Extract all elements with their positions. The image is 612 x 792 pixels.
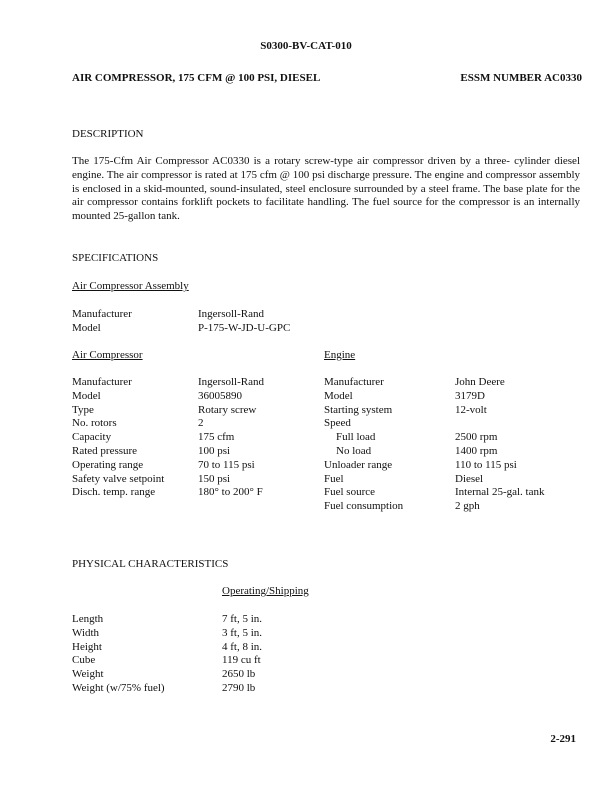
spec-value: 1400 rpm <box>455 444 498 457</box>
spec-label: Unloader range <box>324 458 393 471</box>
physical-label: Width <box>72 626 100 639</box>
assembly-heading: Air Compressor Assembly <box>72 280 189 292</box>
spec-label: Starting system <box>324 403 393 416</box>
spec-value: 175 cfm <box>198 431 235 444</box>
physical-heading: PHYSICAL CHARACTERISTICS <box>72 558 229 570</box>
specifications-heading: SPECIFICATIONS <box>72 252 159 264</box>
spec-value: 36005890 <box>198 389 242 402</box>
spec-label: Fuel source <box>324 486 376 499</box>
spec-value: 100 psi <box>198 444 231 457</box>
spec-value: 2500 rpm <box>455 431 498 444</box>
spec-value: Diesel <box>455 472 484 485</box>
spec-label: Manufacturer <box>324 376 384 388</box>
spec-value: 110 to 115 psi <box>455 458 517 471</box>
spec-label: Operating range <box>72 458 144 471</box>
description-body: The 175-Cfm Air Compressor AC0330 is a rotary screw-type air compressor driven by a three- cylinder diesel engine. The air compressor is rated at 175 cfm @ 100 psi discharge pressure. The engine and compressor assembly is enclosed in a skid-mounted, sound-insulated, steel enclosure surrounded by a steel frame. The base plate for the air compressor contains forklift pockets to facilitate handling. The fuel source for the compressor is an internally mounted 25-gallon tank. <box>72 155 580 223</box>
spec-label: Manufacturer <box>72 308 132 320</box>
physical-value: 2650 lb <box>222 668 256 681</box>
document-code: S0300-BV-CAT-010 <box>260 40 352 52</box>
spec-label: Full load <box>336 431 376 444</box>
physical-label: Cube <box>72 654 96 667</box>
physical-label: Length <box>72 613 104 625</box>
spec-label: No. rotors <box>72 417 117 430</box>
spec-label: Fuel <box>324 472 344 485</box>
spec-value: 150 psi <box>198 472 231 485</box>
spec-value: Rotary screw <box>198 403 257 416</box>
spec-value: Ingersoll-Rand <box>198 376 264 388</box>
spec-value: Ingersoll-Rand <box>198 308 264 320</box>
spec-value: 2 <box>198 417 204 430</box>
spec-label: Disch. temp. range <box>72 486 156 499</box>
spec-value: Internal 25-gal. tank <box>455 486 545 499</box>
page-number: 2-291 <box>550 733 576 745</box>
spec-label: Rated pressure <box>72 444 138 457</box>
physical-column-heading: Operating/Shipping <box>222 585 309 597</box>
spec-value: John Deere <box>455 376 505 388</box>
spec-label: Model <box>72 389 101 402</box>
spec-label: Capacity <box>72 431 112 444</box>
spec-value: 2 gph <box>455 500 480 513</box>
spec-label: Model <box>324 389 353 402</box>
spec-value: 70 to 115 psi <box>198 458 255 471</box>
engine-heading: Engine <box>324 349 356 361</box>
spec-value: P-175-W-JD-U-GPC <box>198 321 291 334</box>
spec-value: 3179D <box>455 389 485 402</box>
spec-label: Model <box>72 321 101 334</box>
spec-value: 12-volt <box>455 403 487 416</box>
spec-label: Type <box>72 403 94 416</box>
physical-value: 4 ft, 8 in. <box>222 640 263 653</box>
spec-label: No load <box>336 444 372 457</box>
spec-label: Fuel consumption <box>324 500 404 513</box>
spec-label: Speed <box>324 417 351 430</box>
physical-value: 119 cu ft <box>222 654 261 667</box>
compressor-heading: Air Compressor <box>72 349 143 361</box>
document-title: AIR COMPRESSOR, 175 CFM @ 100 PSI, DIESEL <box>72 72 321 84</box>
spec-value: 180° to 200° F <box>198 486 263 499</box>
physical-label: Height <box>72 640 102 653</box>
essm-number: ESSM NUMBER AC0330 <box>460 72 582 84</box>
physical-label: Weight (w/75% fuel) <box>72 681 165 694</box>
physical-value: 3 ft, 5 in. <box>222 626 263 639</box>
physical-value: 2790 lb <box>222 681 256 694</box>
physical-value: 7 ft, 5 in. <box>222 613 263 625</box>
spec-label: Manufacturer <box>72 376 132 388</box>
description-heading: DESCRIPTION <box>72 128 144 140</box>
spec-label: Safety valve setpoint <box>72 472 165 485</box>
physical-label: Weight <box>72 668 104 681</box>
